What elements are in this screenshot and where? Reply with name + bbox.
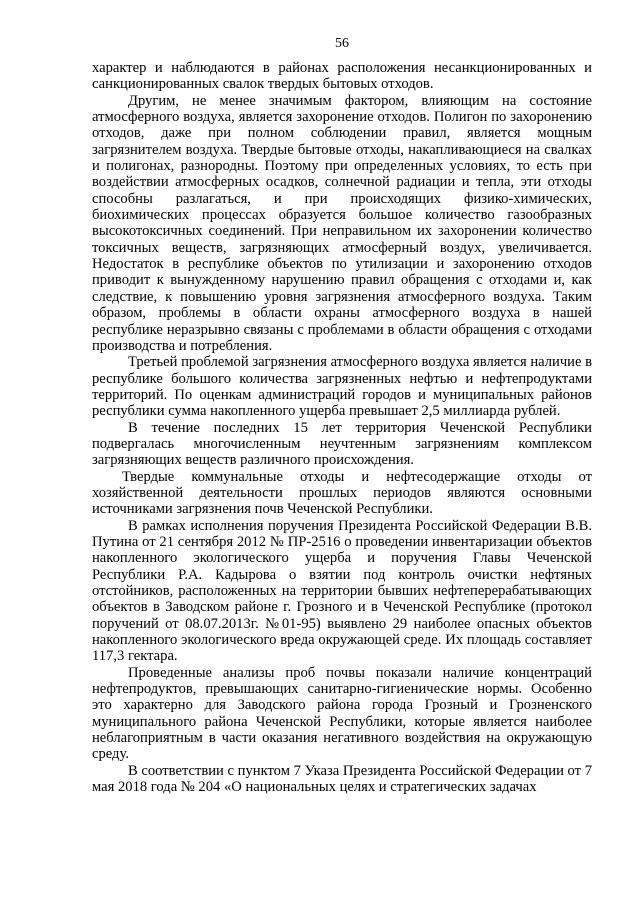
- paragraph-soil-analysis: Проведенные анализы проб почвы показали наличие концентраций нефтепродуктов, превышающих санитарно-гигиенические нормы. Особенно это характерно для Заводского района города Грозный и Грозненского муниципального района Чеченской Республики, которые является наиболее неблагоприятным в части оказания негативного воздействия на окружающую среду.: [92, 664, 592, 763]
- page-number: 56: [335, 36, 349, 51]
- paragraph-presidential-order: В рамках исполнения поручения Президента Российской Федерации В.В. Путина от 21 сентября 2012 № ПР-2516 о проведении инвентаризации объектов накопленного экологического ущерба и поручения Главы Чеченской Республики Р.А. Кадырова о взятии под контроль очистки нефтяных отстойников, расположенных на территории бывших нефтеперерабатывающих объектов в Заводском районе г. Грозного и в Чеченской Республике (протокол поручений от 08.07.2013г. №01-95) выявлено 29 наиболее опасных объектов накопленного экологического вреда окружающей среде. Их площадь составляет 117,3 гектара.: [92, 517, 592, 665]
- paragraph-pollution-history: В течение последних 15 лет территория Чеченской Республики подвергалась многочисленным неучтенным загрязнениям комплексом загрязняющих веществ различного происхождения.: [92, 419, 592, 469]
- paragraph-waste-burial: Другим, не менее значимым фактором, влияющим на состояние атмосферного воздуха, является захоронение отходов. Полигон по захоронению отходов, даже при полном соблюдении правил, является мощным загрязнителем воздуха. Твердые бытовые отходы, накапливающиеся на свалках и полигонах, разнородны. Поэтому при определенных условиях, то есть при воздействии атмосферных осадков, солнечной радиации и тепла, эти отходы способны разлагаться, и при происходящих физико-химических, биохимических процессах образуется большое количество газообразных высокотоксичных соединений. При неправильном их захоронении количество токсичных веществ, загрязняющих атмосферный воздух, увеличивается. Недостаток в республике объектов по утилизации и захоронению отходов приводит к вынужденному нарушению правил обращения с отходами и, как следствие, к повышению уровня загрязнения атмосферного воздуха. Таким образом, проблемы в области охраны атмосферного воздуха в нашей республике неразрывно связаны с проблемами в области обращения с отходами производства и потребления.: [92, 92, 592, 354]
- paragraph-soil-sources: Твердые коммунальные отходы и нефтесодержащие отходы от хозяйственной деятельности прошлых периодов являются основными источниками загрязнения почв Чеченской Республики.: [92, 468, 592, 518]
- paragraph-decree-reference: В соответствии с пунктом 7 Указа Президента Российской Федерации от 7 мая 2018 года № 204 «О национальных целях и стратегических задачах: [92, 762, 592, 796]
- paragraph-continuation: характер и наблюдаются в районах расположения несанкционированных и санкционированных свалок твердых бытовых отходов.: [92, 60, 592, 93]
- paragraph-oil-contamination: Третьей проблемой загрязнения атмосферного воздуха является наличие в республике большого количества загрязненных нефтью и нефтепродуктами территорий. По оценкам администраций городов и муниципальных районов республики сумма накопленного ущерба превышает 2,5 миллиарда рублей.: [92, 354, 593, 420]
